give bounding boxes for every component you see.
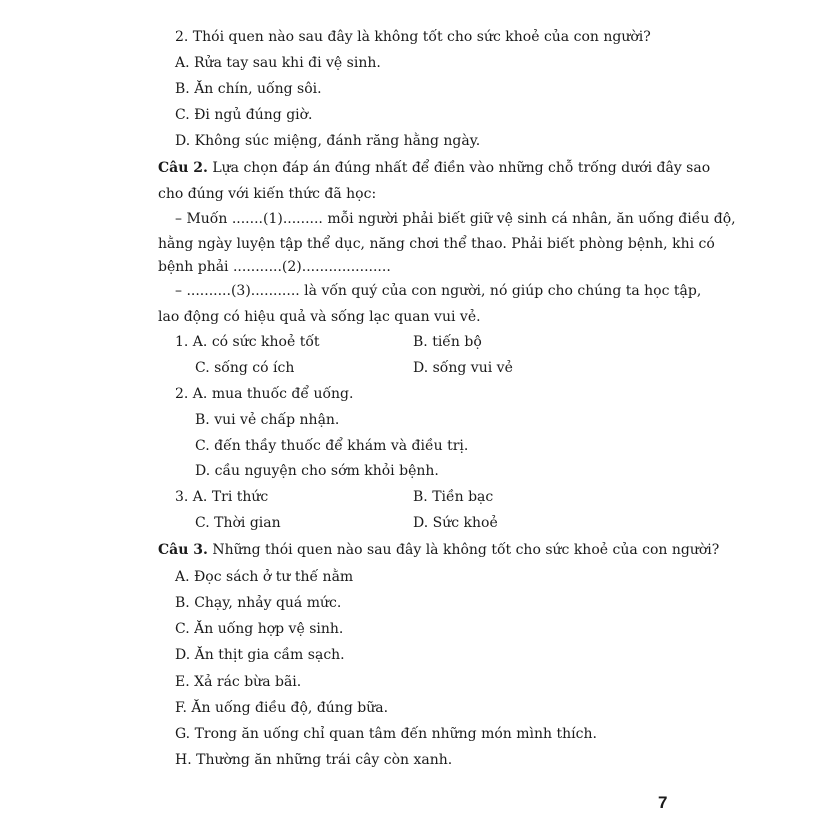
- passage-line: – ..........(3)........... là vốn quý của con người, nó giúp cho chúng ta học tập,: [175, 283, 702, 299]
- question-prompt: Lựa chọn đáp án đúng nhất để điền vào những chỗ trống dưới đây sao: [212, 160, 711, 176]
- option: C. Thời gian: [195, 515, 281, 531]
- option: D. Ăn thịt gia cầm sạch.: [175, 647, 345, 663]
- option: D. Sức khoẻ: [413, 515, 498, 531]
- option: C. Ăn uống hợp vệ sinh.: [175, 621, 344, 637]
- option: D. cầu nguyện cho sớm khỏi bệnh.: [195, 463, 439, 479]
- option: G. Trong ăn uống chỉ quan tâm đến những món mình thích.: [175, 726, 597, 742]
- option: H. Thường ăn những trái cây còn xanh.: [175, 752, 453, 768]
- option: 1. A. có sức khoẻ tốt: [175, 334, 320, 350]
- question-heading: [158, 541, 719, 559]
- option: D. sống vui vẻ: [413, 360, 513, 376]
- question-prompt: Những thói quen nào sau đây là không tốt cho sức khoẻ của con người?: [212, 542, 720, 558]
- option: F. Ăn uống điều độ, đúng bữa.: [175, 700, 389, 716]
- option: A. Rửa tay sau khi đi vệ sinh.: [175, 55, 381, 71]
- option: B. vui vẻ chấp nhận.: [195, 412, 340, 428]
- passage-line: hằng ngày luyện tập thể dục, năng chơi thể thao. Phải biết phòng bệnh, khi có: [158, 236, 715, 252]
- question-prompt: cho đúng với kiến thức đã học:: [158, 186, 377, 202]
- option: C. đến thầy thuốc để khám và điều trị.: [195, 438, 469, 454]
- option: B. Ăn chín, uống sôi.: [175, 81, 322, 97]
- passage-line: lao động có hiệu quả và sống lạc quan vui vẻ.: [158, 309, 481, 325]
- option: B. tiến bộ: [413, 334, 482, 350]
- option: B. Tiền bạc: [413, 489, 494, 505]
- option: 3. A. Tri thức: [175, 489, 269, 505]
- question-text: 2. Thói quen nào sau đây là không tốt cho sức khoẻ của con người?: [175, 29, 651, 45]
- page-number: 7: [658, 793, 668, 812]
- question-label: Câu 2.: [158, 160, 208, 176]
- passage-line: – Muốn .......(1)......... mỗi người phải biết giữ vệ sinh cá nhân, ăn uống điều độ,: [175, 211, 736, 227]
- passage-line: bệnh phải ...........(2)....................: [158, 259, 391, 275]
- option: E. Xả rác bừa bãi.: [175, 674, 302, 690]
- question-label: Câu 3.: [158, 542, 208, 558]
- option: A. Đọc sách ở tư thế nằm: [175, 569, 354, 585]
- option: D. Không súc miệng, đánh răng hằng ngày.: [175, 133, 481, 149]
- option: C. sống có ích: [195, 360, 295, 376]
- option: B. Chạy, nhảy quá mức.: [175, 595, 342, 611]
- question-heading: [158, 159, 711, 177]
- option: C. Đi ngủ đúng giờ.: [175, 107, 313, 123]
- option: 2. A. mua thuốc để uống.: [175, 386, 354, 402]
